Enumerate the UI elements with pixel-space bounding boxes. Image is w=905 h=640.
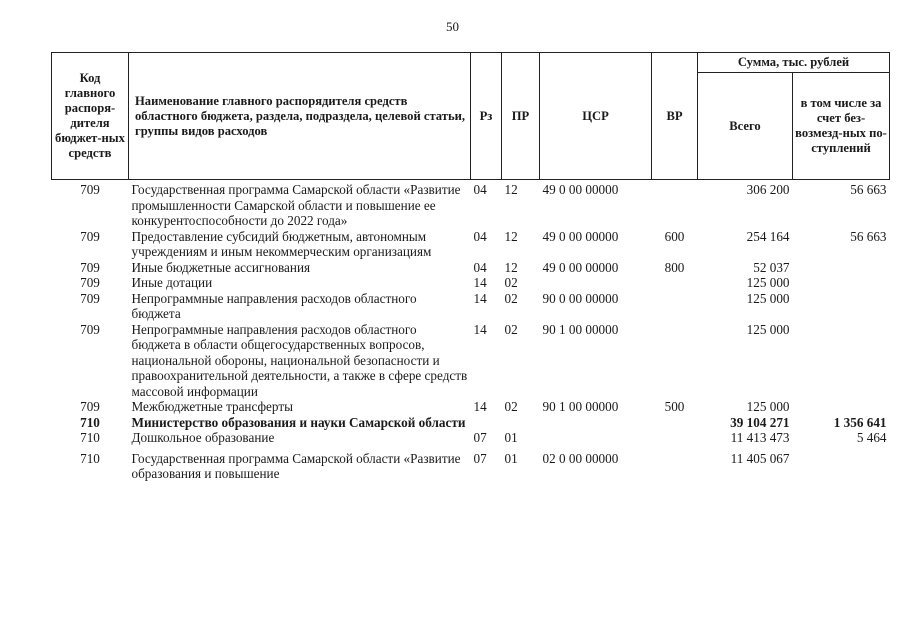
cell-rz: 07 xyxy=(473,430,487,445)
header-incl: в том числе за счет без-возмезд-ных по-ступлений xyxy=(793,73,890,180)
cell-vr xyxy=(652,275,698,291)
cell-csr xyxy=(540,430,652,446)
cell-name: Министерство образования и науки Самарской области xyxy=(131,414,466,430)
cell-total: 125 000 xyxy=(746,321,790,337)
cell-rz: 14 xyxy=(473,321,487,337)
cell-csr: 49 0 00 00000 xyxy=(542,228,619,244)
cell-incl xyxy=(793,446,890,482)
cell-pr xyxy=(502,415,540,431)
cell-name: Государственная программа Самарской области «Развитие образования и повышение xyxy=(131,450,461,481)
cell-code: 710 xyxy=(80,430,100,445)
cell-vr xyxy=(652,322,698,400)
table-row xyxy=(52,430,890,446)
cell-csr: 90 0 00 00000 xyxy=(542,290,619,306)
cell-incl xyxy=(793,399,890,415)
cell-pr: 12 xyxy=(504,182,518,197)
header-sum: Сумма, тыс. рублей xyxy=(698,53,890,73)
cell-csr xyxy=(540,415,652,431)
cell-vr: 600 xyxy=(664,228,685,244)
cell-name: Иные дотации xyxy=(131,275,213,290)
cell-total: 125 000 xyxy=(746,290,790,306)
cell-vr xyxy=(652,180,698,229)
cell-csr: 02 0 00 00000 xyxy=(542,450,619,466)
cell-pr: 12 xyxy=(504,228,518,244)
table-row xyxy=(52,229,890,260)
cell-name: Непрограммные направления расходов областного бюджета в области общегосударственных вопросов, национальной обороны, национальной безопасности и правоохранительной деятельности, а также в сфере средств массовой информации xyxy=(131,321,468,399)
header-pr: ПР xyxy=(502,53,540,180)
budget-table xyxy=(51,52,890,482)
cell-rz: 04 xyxy=(473,259,487,275)
cell-code: 710 xyxy=(80,414,100,430)
cell-incl: 5 464 xyxy=(856,430,887,445)
cell-total: 125 000 xyxy=(746,275,790,290)
cell-name: Непрограммные направления расходов областного бюджета xyxy=(131,290,417,321)
cell-pr: 02 xyxy=(504,290,518,306)
cell-rz: 14 xyxy=(473,290,487,306)
cell-code: 709 xyxy=(80,290,100,306)
cell-pr: 02 xyxy=(504,321,518,337)
cell-rz: 14 xyxy=(473,399,487,414)
header-vr: ВР xyxy=(652,53,698,180)
cell-csr xyxy=(540,275,652,291)
cell-incl xyxy=(793,291,890,322)
cell-total: 39 104 271 xyxy=(730,414,790,430)
table-row-ministry xyxy=(52,415,890,431)
cell-incl: 56 663 xyxy=(850,228,887,244)
cell-name: Дошкольное образование xyxy=(131,430,275,445)
cell-rz: 14 xyxy=(473,275,487,290)
cell-vr xyxy=(652,291,698,322)
cell-pr: 01 xyxy=(504,450,518,466)
cell-total: 306 200 xyxy=(746,182,790,197)
cell-code: 709 xyxy=(80,275,100,290)
cell-vr: 500 xyxy=(664,399,685,414)
cell-rz xyxy=(471,415,502,431)
cell-total: 254 164 xyxy=(746,228,790,244)
cell-rz: 07 xyxy=(473,450,487,466)
cell-incl: 1 356 641 xyxy=(833,414,887,430)
cell-vr xyxy=(652,415,698,431)
cell-total: 11 405 067 xyxy=(730,450,790,466)
table-row xyxy=(52,322,890,400)
header-code: Код главного распоря-дителя бюджет-ных средств xyxy=(52,53,129,180)
table-body xyxy=(52,180,890,482)
table-row xyxy=(52,260,890,276)
cell-total: 52 037 xyxy=(753,259,790,275)
cell-csr: 90 1 00 00000 xyxy=(542,321,619,337)
cell-total: 125 000 xyxy=(746,399,790,414)
table-row xyxy=(52,446,890,482)
header-rz: Рз xyxy=(471,53,502,180)
cell-rz: 04 xyxy=(473,228,487,244)
table-row xyxy=(52,291,890,322)
cell-pr: 02 xyxy=(504,399,518,414)
cell-code: 709 xyxy=(80,259,100,275)
cell-name: Межбюджетные трансферты xyxy=(131,399,293,414)
cell-pr: 12 xyxy=(504,259,518,275)
cell-incl xyxy=(793,322,890,400)
cell-name: Государственная программа Самарской области «Развитие промышленности Самарской области и повышение ее конкурентоспособности до 2022 года» xyxy=(131,182,461,228)
table-row xyxy=(52,275,890,291)
table-row xyxy=(52,180,890,229)
cell-name: Предоставление субсидий бюджетным, автономным учреждениям и иным некоммерческим организациям xyxy=(131,228,432,259)
cell-vr xyxy=(652,430,698,446)
cell-rz: 04 xyxy=(473,182,487,197)
cell-incl xyxy=(793,275,890,291)
cell-total: 11 413 473 xyxy=(730,430,790,445)
table-row xyxy=(52,399,890,415)
cell-csr: 49 0 00 00000 xyxy=(542,259,619,275)
cell-csr: 90 1 00 00000 xyxy=(542,399,619,414)
cell-vr: 800 xyxy=(664,259,685,275)
header-name: Наименование главного распорядителя средств областного бюджета, раздела, подраздела, целевой статьи, группы видов расходов xyxy=(129,53,471,180)
cell-name: Иные бюджетные ассигнования xyxy=(131,259,311,275)
cell-code: 710 xyxy=(80,450,100,466)
cell-pr: 01 xyxy=(504,430,518,445)
header-total: Всего xyxy=(698,73,793,180)
cell-incl: 56 663 xyxy=(850,182,887,197)
page-number: 50 xyxy=(446,19,459,34)
cell-pr: 02 xyxy=(504,275,518,290)
cell-csr: 49 0 00 00000 xyxy=(542,182,619,197)
cell-code: 709 xyxy=(80,321,100,337)
cell-incl xyxy=(793,260,890,276)
cell-code: 709 xyxy=(80,182,100,197)
header-csr: ЦСР xyxy=(540,53,652,180)
table-header xyxy=(52,53,890,180)
cell-vr xyxy=(652,446,698,482)
cell-code: 709 xyxy=(80,228,100,244)
cell-code: 709 xyxy=(80,399,100,414)
